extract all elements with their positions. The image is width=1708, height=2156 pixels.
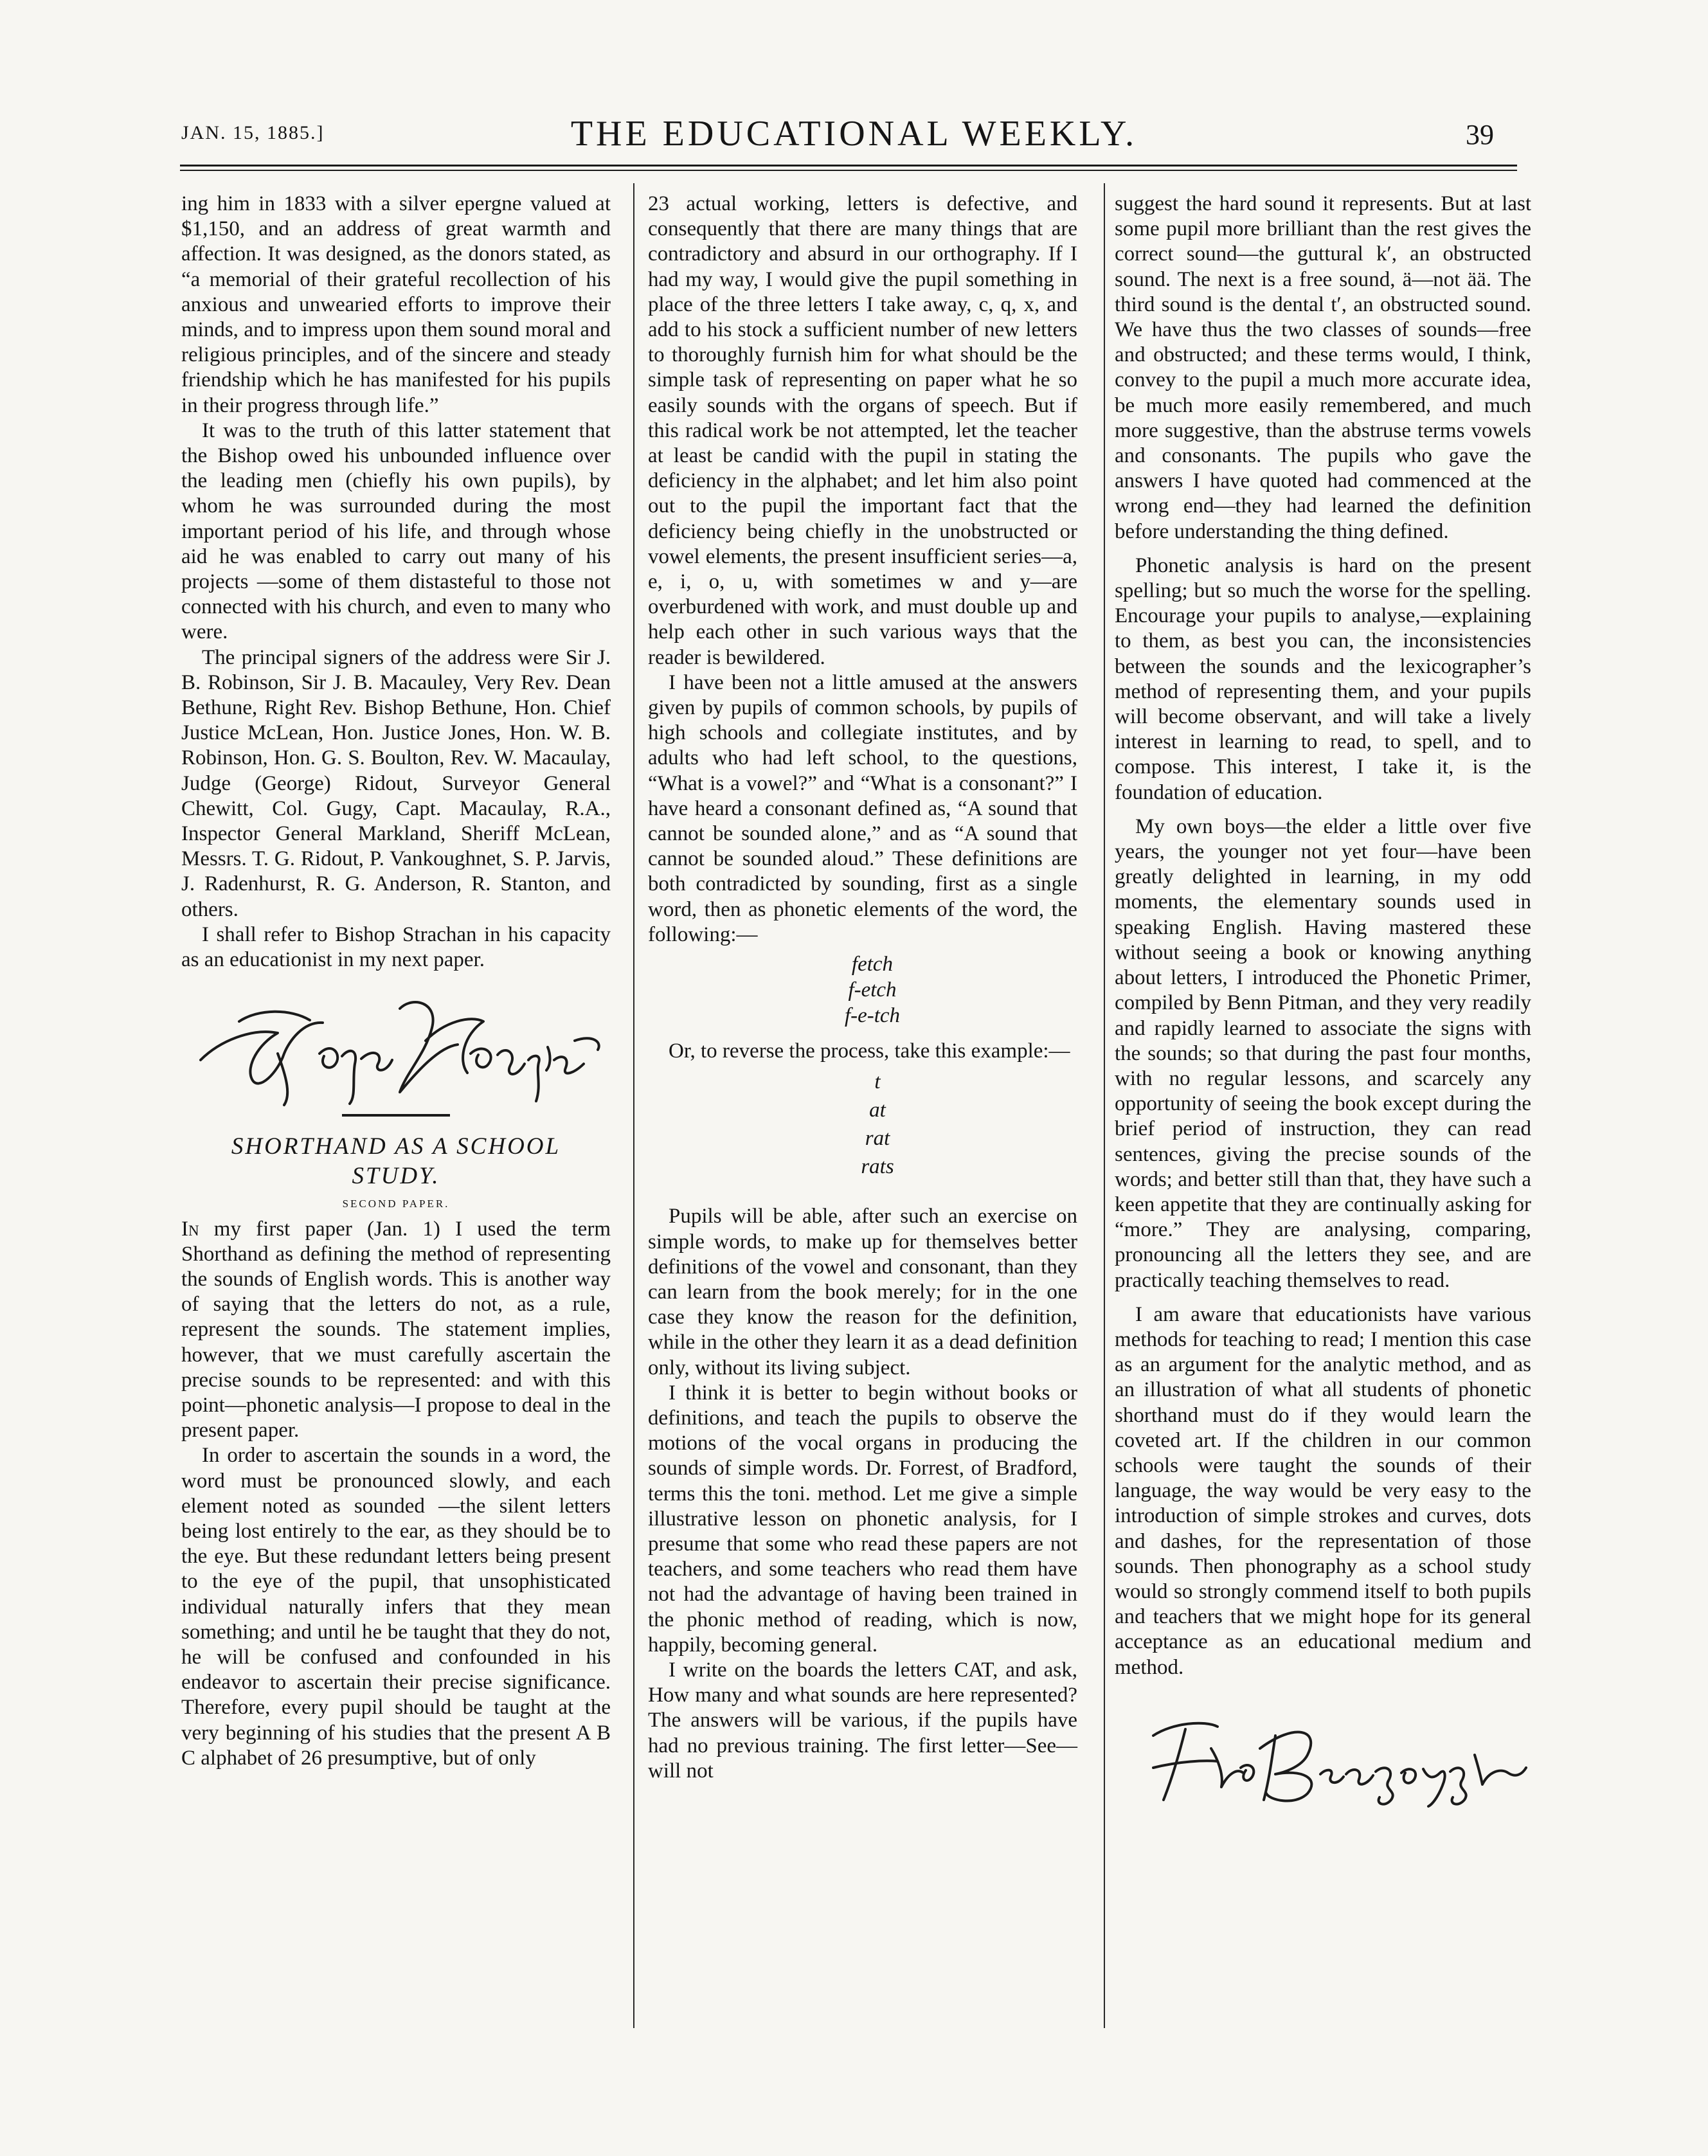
example-word: f-etch [848,978,897,1002]
paragraph: In order to ascertain the sounds in a word, the word must be pronounced slowly, and each element noted as sounded —the silent letters being lost entirely to the ear, as they should be to the eye. But these redundant letters being present to the eye of the pupil, that unsophisticated individual naturally infers that they mean something; and until he be taught that they do not, he will be confused and confounded in his endeavor to ascertain their precise significance. Therefore, every pupil should be taught at the very beginning of his studies that the present A B C alphabet of 26 presumptive, but of only [181,1444,611,1770]
paragraph: ing him in 1833 with a silver epergne valued at $1,150, and an address of great warmth and affection. It was designed, as the donors stated, as “a memorial of their grateful recollection of his anxious and unwearied efforts to improve their minds, and to impress upon them sound moral and religious principles, and of the sincere and steady friendship which he has manifested for his pupils in their progress through life.” [181,192,611,417]
paragraph: Or, to reverse the process, take this example:— [669,1039,1070,1063]
example-word: fetch [851,953,894,976]
paragraph: 23 actual working, letters is defective, and consequently that there are many things that are contradictory and absurd in our orthography. If I had my way, I would give the pupil something in place of the three letters I take away, c, q, x, and add to his stock a sufficient number of new letters to thoroughly furnish him for what should be the simple task of representing on paper what he so easily sounds with the organs of speech. But if this radical work be not attempted, let the teacher at least be candid with the pupil in stating the deficiency in the alphabet; and let him also point out to the pupil the important fact that the deficiency being chiefly in the unobstructed or vowel elements, the present insufficient series—a, e, i, o, u, with sometimes w and y—are overburdened with work, and must double up and help each other in such various ways that the reader is bewildered. [648,192,1077,669]
example-word: t [874,1070,881,1094]
paragraph: Phonetic analysis is hard on the present spelling; but so much the worse for the spelling. Encourage your pupils to analyse,—explaining to them, as best you can, the inconsistencies between the sounds and the lexicographer’s method of representing them, and your pupils will become observant, and will take a lively interest in learning to read, to spell, and to compose. This interest, I take it, is the foundation of education. [1115,553,1531,804]
paragraph-text: my first paper (Jan. 1) I used the term Shorthand as defining the method of representing the sounds of English words. This is another way of saying that the letters do not, as a rule, represent the sounds. The statement implies, however, that we must carefully ascertain the precise sounds to be represented: and with this point—phonetic analysis—I propose to deal in the present paper. [181,1217,611,1442]
article-title-continued: STUDY. [352,1163,440,1190]
paragraph: It was to the truth of this latter statement that the Bishop owed his unbounded influence over the leading men (chiefly his own pupils), by whom he was surrounded during the most important period of his life, and through whose aid he was enabled to carry out many of his projects —some of them distasteful to those not connected with his church, and even to many who were. [181,418,611,644]
issue-date: JAN. 15, 1885.] [181,122,325,143]
paragraph: I think it is better to begin without books or definitions, and teach the pupils to observe the motions of the vocal organs in producing the sounds of simple words. Dr. Forrest, of Bradford, terms this the toni. method. Let me give a simple illustrative lesson on phonetic analysis, for I presume that some who read these papers are not teachers, and some teachers who read them have not had the advantage of having been trained in the phonic method of reading, which is now, happily, becoming general. [648,1381,1077,1657]
paragraph: I shall refer to Bishop Strachan in his capacity as an educationist in my next paper. [181,922,611,972]
running-head [0,113,1708,158]
example-word: rats [861,1155,894,1179]
column-divider [633,183,634,2028]
section-divider [342,1114,450,1117]
paragraph: My own boys—the elder a little over five years, the younger not yet four—have been greatly delighted in learning, in my odd moments, the elementary sounds used in speaking English. Having mastered these without seeing a book or knowing anything about letters, I introduced the Phonetic Primer, compiled by Benn Pitman, and they very readily and rapidly learned to associate the signs with the sounds; so that during the past four months, with no regular lessons, and scarcely any opportunity of seeing the book except during the brief period of instruction, they can read sentences, giving the precise sounds of the words; and better still than that, they have such a keen appetite that they are continually asking for “more.” They are analysing, comparing, pronouncing all the letters they see, and are practically teaching themselves to read. [1115,814,1531,1292]
paragraph [181,1217,611,1444]
example-word: rat [865,1127,890,1151]
paragraph: suggest the hard sound it represents. But at last some pupil more brilliant than the rest gives the correct sound—the guttural k′, an obstructed sound. The next is a free sound, ä—not ää. The third sound is the dental t′, an obstructed sound. We have thus the two classes of sounds—free and obstructed; and these terms would, I think, convey to the pupil a much more accurate idea, be much more easily remembered, and much more suggestive, than the abstruse terms vowels and consonants. The pupils who gave the answers I have quoted had commenced at the wrong end—they had learned the definition before understanding the thing defined. [1115,192,1531,543]
header-rule [180,165,1517,166]
handwritten-signature-bengough [1115,1697,1531,1811]
example-words-fetch [648,951,1077,1029]
paragraph: The principal signers of the address were Sir J. B. Robinson, Sir J. B. Macauley, Very Rev. Dean Bethune, Right Rev. Bishop Bethune, Hon. Chief Justice McLean, Hon. Justice Jones, Hon. W. B. Robinson, Hon. G. S. Boulton, Rev. W. Macaulay, Judge (George) Ridout, Surveyor General Chewitt, Col. Gugy, Capt. Macaulay, R.A., Inspector General Markland, Sheriff McLean, Messrs. T. G. Ridout, P. Vankoughnet, S. P. Jarvis, J. Radenhurst, R. G. Anderson, R. Stanton, and others. [181,645,611,921]
paragraph: Pupils will be able, after such an exercise on simple words, to make up for themselves better definitions of the vowel and consonant, than they can learn from the book merely; for in the one case they know the reason for the definition, while in the other they learn it as a dead definition only, without its living subject. [648,1205,1077,1379]
example-word: at [869,1099,886,1122]
publication-title: THE EDUCATIONAL WEEKLY. [570,114,1138,154]
lead-word: In [181,1217,199,1241]
paragraph: I have been not a little amused at the answers given by pupils of common schools, by pupils of high schools and collegiate institutes, and by adults who had left school, to the questions, “What is a vowel?” and “What is a consonant?” I have heard a consonant defined as, “A sound that cannot be sounded alone,” and as “A sound that cannot be sounded aloud.” These definitions are both contradicted by sounding, first as a single word, then as phonetic elements of the word, the following:— [648,670,1077,946]
paragraph: I write on the boards the letters CAT, and ask, How many and what sounds are here represented? The answers will be various, if the pupils have had no previous training. The first letter—See—will not [648,1658,1077,1783]
article-subtitle: SECOND PAPER. [342,1198,450,1210]
example-words-rats [648,1068,1077,1181]
column-2 [648,192,1077,1784]
article-title: SHORTHAND AS A SCHOOL [231,1133,561,1160]
handwritten-signature-hodgins [181,983,611,1109]
paragraph: I am aware that educationists have various methods for teaching to read; I mention this case as an argument for the analytic method, and as an illustration of what all students of phonetic shorthand must do if they would learn the coveted art. If the children in our common schools were taught the sounds of their language, the way would be very easy to the introduction of simple strokes and curves, dots and dashes, for the representation of those sounds. Then phonography as a school study would so strongly commend itself to both pupils and teachers that we might hope for its general acceptance as an educational medium and method. [1115,1302,1531,1679]
example-word: f-e-tch [844,1004,901,1028]
column-3 [1115,192,1531,1811]
header-rule-thin [180,170,1517,171]
column-1 [181,192,611,1771]
page-number: 39 [1466,119,1494,150]
column-divider [1104,183,1105,2028]
